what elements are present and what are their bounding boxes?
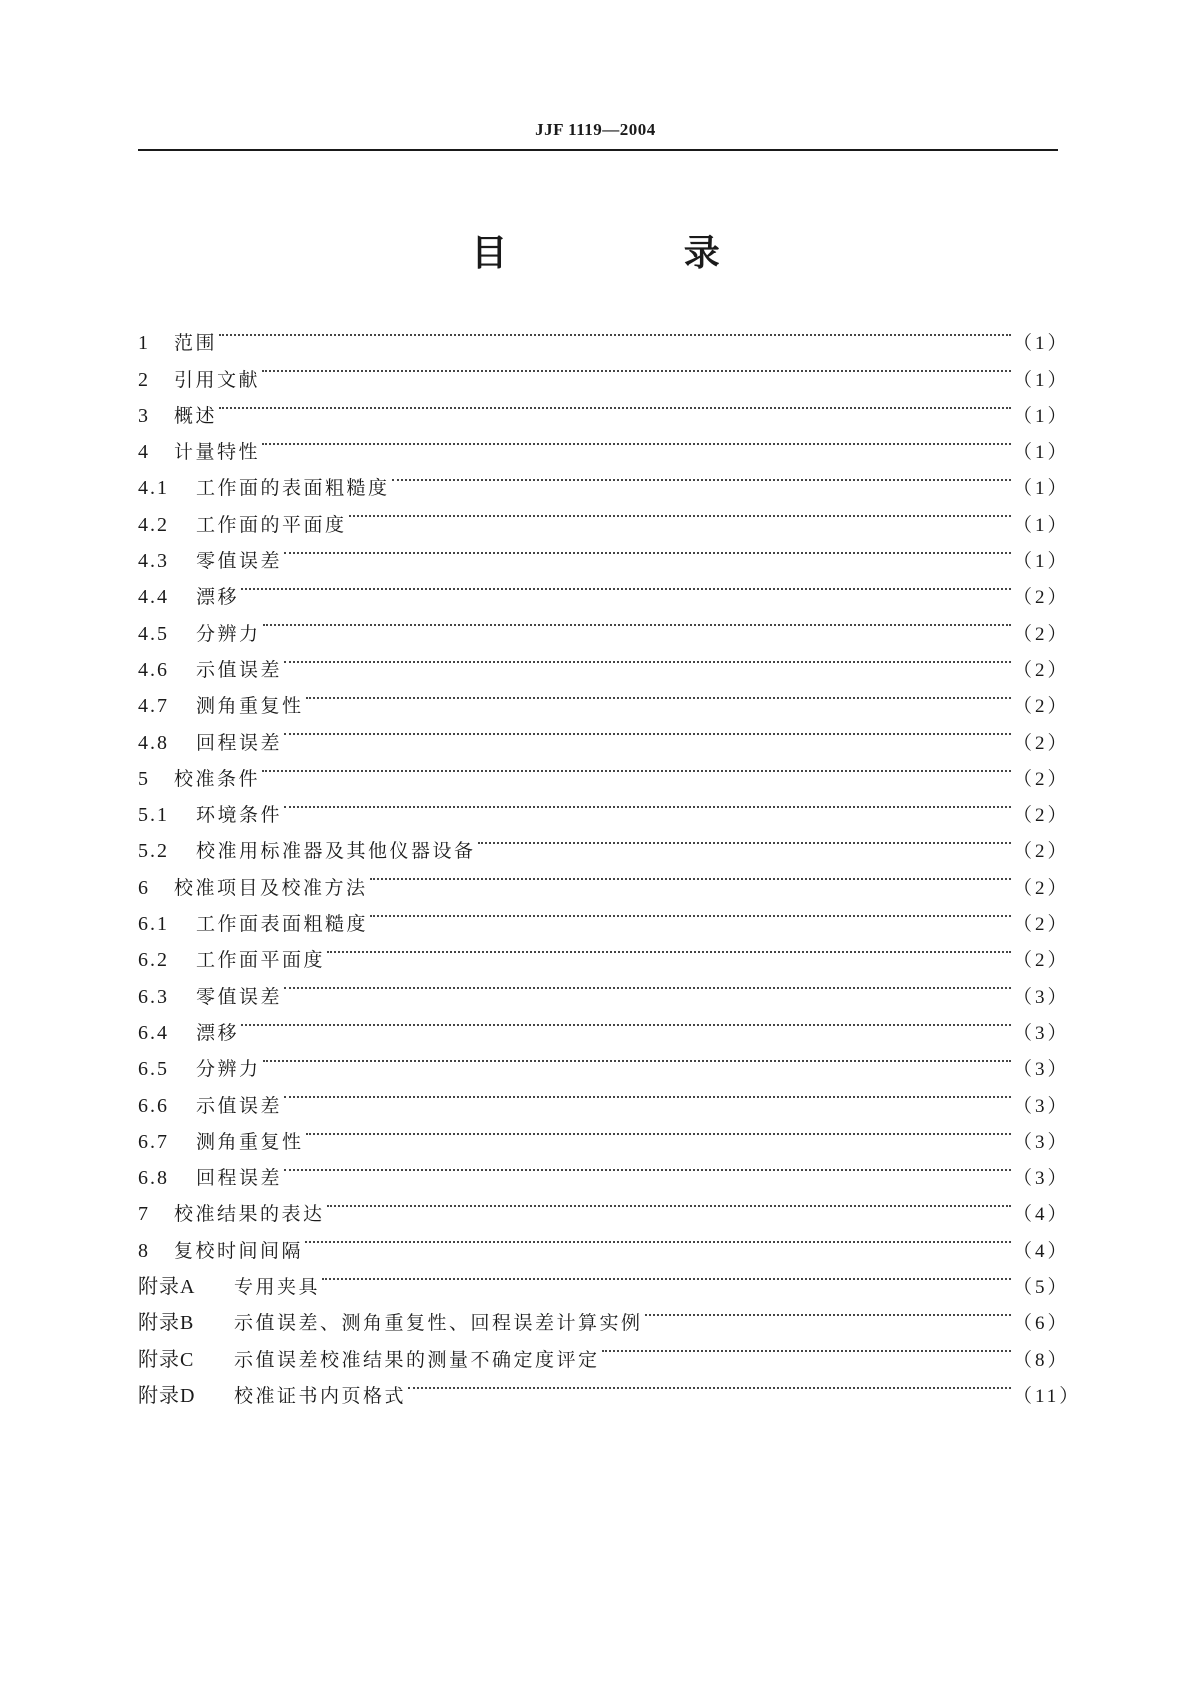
toc-entry-page: （8）: [1013, 1349, 1070, 1371]
toc-entry-number: 5.1: [138, 804, 169, 827]
toc-dot-leader: [392, 458, 1011, 494]
page-title: 目 录: [471, 233, 802, 274]
toc-entry-page: （1）: [1013, 405, 1070, 427]
toc-entry-number: 6.4: [138, 1021, 169, 1044]
toc-entry-number: 4.6: [138, 658, 169, 681]
toc-dot-leader: [262, 749, 1011, 785]
toc-dot-leader: [327, 930, 1011, 966]
toc-entry[interactable]: [138, 422, 1070, 464]
toc-dot-leader: [306, 676, 1011, 712]
toc-entry-number: 1: [138, 332, 150, 355]
toc-entry-page: （2）: [1013, 950, 1070, 972]
toc-entry[interactable]: [138, 1003, 1070, 1044]
toc-entry-number: 4.1: [138, 477, 169, 500]
toc-entry-number: 4.4: [138, 586, 169, 609]
toc-dot-leader: [241, 1003, 1011, 1039]
toc-entry-page: （2）: [1013, 696, 1070, 718]
toc-entry[interactable]: [138, 603, 1070, 645]
toc-entry-page: （2）: [1013, 623, 1070, 645]
toc-entry-number: 附录B: [138, 1312, 195, 1335]
toc-entry-title: 复校时间间隔: [174, 1239, 304, 1262]
toc-entry-title: 专用夹具: [234, 1276, 321, 1299]
toc-entry-title: 回程误差: [196, 731, 283, 754]
toc-entry-title: 测角重复性: [196, 695, 304, 718]
toc-dot-leader: [284, 712, 1011, 748]
toc-entry-number: 6.3: [138, 985, 169, 1008]
toc-entry-page: （3）: [1013, 1022, 1070, 1044]
toc-entry-page: （6）: [1013, 1313, 1070, 1335]
toc-entry[interactable]: [138, 640, 1070, 681]
toc-dot-leader: [262, 349, 1011, 385]
toc-entry-number: 6.7: [138, 1130, 169, 1153]
document-code: JJF 1119—2004: [535, 120, 656, 139]
toc-entry-number: 6.1: [138, 913, 169, 936]
toc-dot-leader: [284, 785, 1011, 821]
table-of-contents: [138, 313, 1082, 1407]
toc-dot-leader: [408, 1366, 1011, 1402]
toc-entry-title: 示值误差: [196, 658, 283, 681]
toc-entry-page: （4）: [1013, 1204, 1070, 1226]
toc-entry-number: 4: [138, 441, 150, 464]
toc-entry-page: （4）: [1013, 1240, 1070, 1262]
toc-dot-leader: [370, 894, 1011, 930]
toc-entry-number: 附录D: [138, 1384, 196, 1407]
toc-dot-leader: [602, 1329, 1011, 1365]
toc-entry-page: （3）: [1013, 1059, 1070, 1081]
toc-dot-leader: [263, 1039, 1011, 1075]
toc-entry-number: 3: [138, 404, 150, 427]
toc-dot-leader: [284, 640, 1011, 676]
toc-entry-page: （5）: [1013, 1277, 1070, 1299]
toc-entry-title: 校准项目及校准方法: [174, 876, 368, 899]
toc-entry[interactable]: [138, 785, 1070, 827]
toc-dot-leader: [370, 857, 1011, 893]
toc-dot-leader: [284, 1075, 1011, 1111]
toc-dot-leader: [305, 1220, 1011, 1256]
toc-entry-title: 示值误差: [196, 1094, 283, 1117]
toc-entry[interactable]: [138, 1075, 1070, 1117]
toc-entry-title: 校准用标准器及其他仪器设备: [196, 840, 476, 863]
toc-entry-page: （3）: [1013, 1168, 1070, 1190]
toc-entry-page: （2）: [1013, 732, 1070, 754]
toc-entry-page: （3）: [1013, 1131, 1070, 1153]
toc-dot-leader: [219, 313, 1011, 349]
toc-entry-page: （2）: [1013, 805, 1070, 827]
toc-entry-title: 引用文献: [174, 368, 261, 391]
toc-entry-title: 分辨力: [196, 622, 261, 645]
toc-entry-number: 4.2: [138, 513, 169, 536]
toc-entry-title: 概述: [174, 404, 218, 427]
toc-entry-title: 分辨力: [196, 1058, 261, 1081]
toc-entry-title: 工作面平面度: [196, 949, 326, 972]
toc-entry[interactable]: [138, 458, 1070, 500]
toc-entry-title: 零值误差: [196, 985, 283, 1008]
toc-entry-number: 4.8: [138, 731, 169, 754]
toc-entry-number: 附录C: [138, 1348, 195, 1371]
toc-entry-title: 工作面的平面度: [196, 513, 347, 536]
toc-entry-number: 6.2: [138, 949, 169, 972]
toc-entry-title: 零值误差: [196, 550, 283, 573]
toc-entry-number: 2: [138, 368, 150, 391]
toc-entry-number: 8: [138, 1239, 150, 1262]
toc-entry-title: 校准结果的表达: [174, 1203, 325, 1226]
toc-entry-number: 6: [138, 876, 150, 899]
toc-entry-page: （1）: [1013, 442, 1070, 464]
toc-entry-number: 5.2: [138, 840, 169, 863]
toc-entry-title: 校准条件: [174, 767, 261, 790]
toc-entry[interactable]: [138, 1039, 1070, 1081]
toc-entry-title: 计量特性: [174, 441, 261, 464]
toc-entry[interactable]: [138, 386, 1070, 427]
toc-entry-page: （2）: [1013, 877, 1070, 899]
toc-dot-leader: [284, 531, 1011, 567]
toc-entry-title: 示值误差校准结果的测量不确定度评定: [234, 1348, 600, 1371]
toc-entry-page: （2）: [1013, 914, 1070, 936]
toc-entry-title: 回程误差: [196, 1167, 283, 1190]
toc-entry-title: 示值误差、测角重复性、回程误差计算实例: [234, 1312, 643, 1335]
toc-entry-number: 附录A: [138, 1276, 196, 1299]
toc-dot-leader: [327, 1184, 1011, 1220]
toc-dot-leader: [219, 386, 1011, 422]
toc-entry-page: （2）: [1013, 841, 1070, 863]
toc-entry-page: （1）: [1013, 333, 1070, 355]
toc-dot-leader: [284, 966, 1011, 1002]
toc-entry-number: 4.7: [138, 695, 169, 718]
toc-entry-page: （2）: [1013, 768, 1070, 790]
toc-dot-leader: [322, 1257, 1011, 1293]
header-rule: [138, 149, 1058, 151]
toc-dot-leader: [349, 494, 1011, 530]
toc-entry-title: 校准证书内页格式: [234, 1384, 407, 1407]
toc-entry-page: （11）: [1013, 1385, 1082, 1407]
toc-entry-page: （3）: [1013, 986, 1070, 1008]
toc-entry-number: 5: [138, 767, 150, 790]
toc-entry-page: （2）: [1013, 587, 1070, 609]
toc-dot-leader: [306, 1112, 1011, 1148]
toc-entry-title: 工作面表面粗糙度: [196, 913, 369, 936]
toc-entry[interactable]: [138, 349, 1070, 391]
toc-entry-title: 环境条件: [196, 804, 283, 827]
toc-entry-page: （1）: [1013, 551, 1070, 573]
toc-entry-title: 工作面的表面粗糙度: [196, 477, 390, 500]
toc-entry-page: （1）: [1013, 369, 1070, 391]
toc-dot-leader: [262, 422, 1011, 458]
toc-entry-number: 4.3: [138, 550, 169, 573]
toc-dot-leader: [478, 821, 1011, 857]
toc-entry-page: （3）: [1013, 1095, 1070, 1117]
toc-entry[interactable]: [138, 313, 1070, 355]
toc-dot-leader: [284, 1148, 1011, 1184]
toc-entry-title: 漂移: [196, 1021, 240, 1044]
toc-entry[interactable]: [138, 567, 1070, 609]
toc-dot-leader: [241, 567, 1011, 603]
toc-entry-number: 6.6: [138, 1094, 169, 1117]
toc-entry-title: 范围: [174, 332, 218, 355]
toc-entry-number: 6.8: [138, 1167, 169, 1190]
toc-entry-number: 7: [138, 1203, 150, 1226]
toc-entry-page: （1）: [1013, 478, 1070, 500]
toc-entry[interactable]: [138, 749, 1070, 790]
toc-entry-title: 漂移: [196, 586, 240, 609]
toc-entry-title: 测角重复性: [196, 1130, 304, 1153]
toc-entry-number: 4.5: [138, 622, 169, 645]
toc-entry-page: （2）: [1013, 659, 1070, 681]
toc-entry-number: 6.5: [138, 1058, 169, 1081]
toc-dot-leader: [263, 603, 1011, 639]
toc-entry-page: （1）: [1013, 514, 1070, 536]
toc-dot-leader: [645, 1293, 1011, 1329]
